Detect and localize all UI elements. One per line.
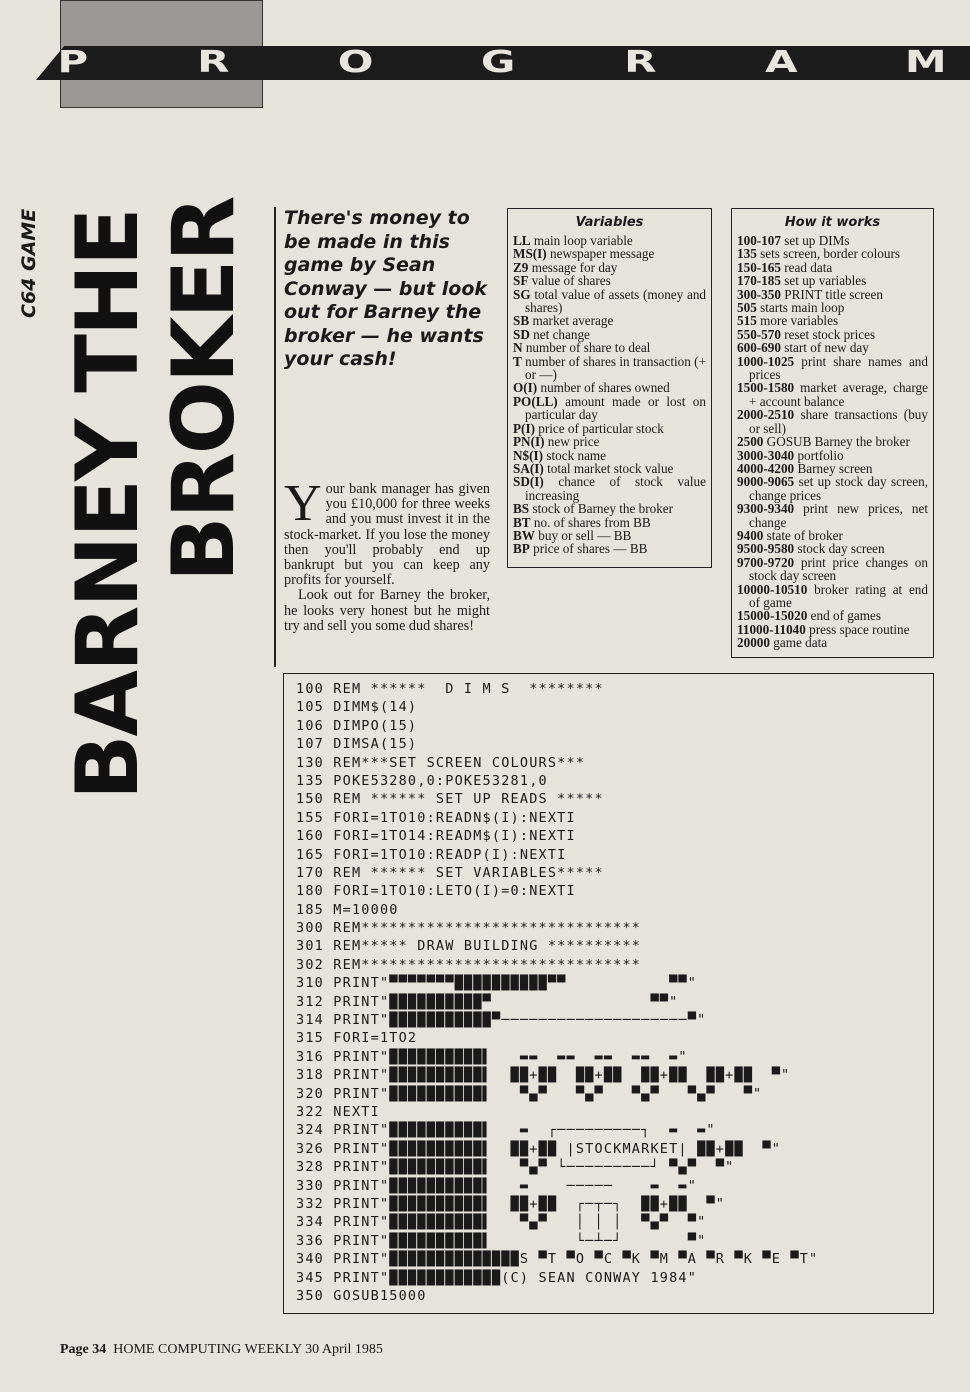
entry-value: game data <box>773 635 828 651</box>
entry-key: 9300-9340 <box>737 501 795 517</box>
entry-value: share transactions (buy or sell) <box>749 407 928 436</box>
entry-value: chance of stock value increasing <box>525 474 706 503</box>
entry-key: 2500 <box>737 434 764 450</box>
program-listing <box>283 673 934 1314</box>
title-line-1: BARNEY THE <box>58 209 158 800</box>
listing-line: 310 PRINT"▀▀▀▀▀▀▀██████████▀▀ ▀▀" <box>296 975 698 992</box>
entry-key: 9500-9580 <box>737 541 795 557</box>
entry-key: BP <box>513 541 530 557</box>
column-divider <box>274 207 276 667</box>
entry-value: price of shares — BB <box>533 541 648 557</box>
listing-line: 326 PRINT"██████████▌ ██+██ |STOCKMARKET| ██+██ ▀" <box>296 1140 782 1157</box>
entry-key: 170-185 <box>737 273 781 289</box>
how-it-works-heading: How it works <box>784 215 881 230</box>
listing-line: 165 FORI=1TO10:READP(I):NEXTI <box>296 846 567 863</box>
entry-key: 300-350 <box>737 286 781 302</box>
entry-value: number of share to deal <box>525 340 651 356</box>
listing-line: 300 REM****************************** <box>296 920 642 937</box>
entry-key: P(I) <box>513 420 535 436</box>
entry-value: start of new day <box>784 340 869 356</box>
entry-row <box>737 542 928 555</box>
banner-letters <box>57 45 949 80</box>
entry-key: 11000-11040 <box>737 621 806 637</box>
listing-line: 185 M=10000 <box>296 901 399 918</box>
entry-value: portfolio <box>797 447 844 463</box>
entry-key: 515 <box>737 313 757 329</box>
entry-key: 135 <box>737 246 757 262</box>
page-footer <box>60 1342 383 1358</box>
entry-row <box>513 422 706 435</box>
entry-key: PN(I) <box>513 434 545 450</box>
entry-row <box>513 395 706 422</box>
body-paragraph: Look out for Barney the broker, he looks very honest but he might try and sell you some dud shares! <box>284 587 490 634</box>
entry-value: more variables <box>760 313 839 329</box>
listing-line: 334 PRINT"██████████▌ ▀▄▀ │ │ │ ▀▄▀ ▀" <box>296 1214 707 1231</box>
body-paragraph: Your bank manager has given you £10,000 for three weeks and you must invest it in the stock-market. If you lose the money then you'll probably end up bankrupt but you can keep any profits for yourself. <box>284 475 490 589</box>
variables-box <box>507 208 712 568</box>
entry-key: SA(I) <box>513 460 544 476</box>
listing-line: 155 FORI=1TO10:READN$(I):NEXTI <box>296 809 576 826</box>
entry-value: set up DIMs <box>784 233 850 248</box>
entry-value: print share names and prices <box>749 353 928 383</box>
entry-key: 150-165 <box>737 259 781 275</box>
listing-line: 106 DIMPO(15) <box>296 717 418 734</box>
entry-value: set up variables <box>784 273 867 289</box>
entry-value: net change <box>533 326 590 342</box>
banner-letter: M <box>904 45 949 80</box>
entry-key: 9400 <box>737 527 764 543</box>
entry-key: 2000-2510 <box>737 407 795 423</box>
listing-line: 332 PRINT"██████████▌ ██+██ ┌─┬─┐ ██+██ ▀" <box>296 1195 726 1212</box>
entry-row <box>737 556 928 583</box>
entry-row <box>513 261 706 274</box>
listing-line: 130 REM***SET SCREEN COLOURS*** <box>296 754 586 771</box>
entry-key: SD <box>513 326 530 342</box>
banner-letter: R <box>197 45 231 80</box>
entry-value: buy or sell — BB <box>538 527 632 543</box>
entry-row <box>513 381 706 394</box>
listing-line: 100 REM ****** D I M S ******** <box>296 681 604 697</box>
listing-line: 320 PRINT"██████████▌ ▀▄▀ ▀▄▀ ▀▄▀ ▀▄▀ ▀" <box>296 1085 763 1102</box>
entry-key: T <box>513 353 522 369</box>
entry-value: number of shares in transaction (+ or —) <box>525 353 707 383</box>
entry-row <box>513 435 706 448</box>
entry-value: main loop variable <box>533 233 633 248</box>
entry-key: 4000-4200 <box>737 460 795 476</box>
entry-row <box>737 247 928 260</box>
how-it-works-list <box>737 234 928 650</box>
entry-row <box>737 261 928 274</box>
listing-line: 315 FORI=1TO2 <box>296 1030 418 1047</box>
entry-key: LL <box>513 233 531 248</box>
entry-key: 20000 <box>737 635 770 651</box>
entry-value: value of shares <box>531 273 611 289</box>
entry-value: amount made or lost on particular day <box>525 393 706 423</box>
entry-value: read data <box>784 259 833 275</box>
entry-key: MS(I) <box>513 246 547 262</box>
entry-row <box>513 462 706 475</box>
listing-line: 330 PRINT"██████████▌ ▬ ───── ▬ ▬" <box>296 1177 698 1194</box>
banner-letter: R <box>624 45 658 80</box>
listing-line: 316 PRINT"██████████▌ ▬▬ ▬▬ ▬▬ ▬▬ ▬" <box>296 1048 688 1065</box>
entry-value: no. of shares from BB <box>533 514 651 530</box>
banner-letter: O <box>337 45 375 80</box>
entry-row <box>737 408 928 435</box>
entry-key: 15000-15020 <box>737 608 808 624</box>
entry-value: sets screen, border colours <box>760 246 900 262</box>
entry-key: 1500-1580 <box>737 380 795 396</box>
listing-line: 350 GOSUB15000 <box>296 1287 427 1304</box>
entry-row <box>737 529 928 542</box>
entry-key: BT <box>513 514 531 530</box>
how-it-works-box <box>731 208 934 658</box>
entry-value: starts main loop <box>760 300 845 316</box>
entry-key: Z9 <box>513 259 529 275</box>
listing-line: 345 PRINT"████████████(C) SEAN CONWAY 1984" <box>296 1269 698 1286</box>
entry-value: reset stock prices <box>784 326 876 342</box>
entry-key: BW <box>513 527 535 543</box>
entry-value: message for day <box>531 259 618 275</box>
entry-row <box>737 609 928 622</box>
entry-row <box>513 234 706 247</box>
entry-row <box>737 435 928 448</box>
entry-value: stock name <box>546 447 607 463</box>
entry-value: number of shares owned <box>540 380 670 396</box>
entry-value: stock day screen <box>797 541 885 557</box>
entry-key: 9000-9065 <box>737 474 795 490</box>
entry-row <box>737 462 928 475</box>
entry-key: N <box>513 340 523 356</box>
entry-row <box>513 475 706 502</box>
entry-row <box>513 449 706 462</box>
entry-row <box>737 381 928 408</box>
entry-value: total market stock value <box>547 460 674 476</box>
entry-row <box>737 355 928 382</box>
publication-line: HOME COMPUTING WEEKLY 30 April 1985 <box>113 1342 383 1357</box>
listing-line: 318 PRINT"██████████▌ ██+██ ██+██ ██+██ ██+██ ▀" <box>296 1067 791 1084</box>
entry-row <box>737 583 928 610</box>
entry-key: 600-690 <box>737 340 781 356</box>
entry-value: market average, charge + account balance <box>749 380 928 409</box>
entry-row <box>513 502 706 515</box>
entry-key: 505 <box>737 300 757 316</box>
entry-key: 3000-3040 <box>737 447 795 463</box>
banner-letter: A <box>765 45 800 80</box>
variables-heading: Variables <box>575 215 644 230</box>
section-tag: C64 GAME <box>18 208 40 318</box>
entry-key: N$(I) <box>513 447 544 463</box>
banner-letter: P <box>57 45 90 80</box>
entry-value: end of games <box>810 608 881 624</box>
entry-row <box>737 234 928 247</box>
entry-key: O(I) <box>513 380 538 396</box>
listing-line: 340 PRINT"██████████████S ▀T ▀O ▀C ▀K ▀M ▀A ▀R ▀K ▀E ▀T" <box>296 1251 819 1268</box>
listing-line: 301 REM***** DRAW BUILDING ********** <box>296 938 642 955</box>
entry-key: 10000-10510 <box>737 581 808 597</box>
listing-line: 302 REM****************************** <box>296 956 642 973</box>
entry-row <box>737 475 928 502</box>
entry-row <box>513 341 706 354</box>
article-body <box>284 475 490 634</box>
entry-value: press space routine <box>809 621 910 637</box>
entry-value: newspaper message <box>550 246 655 262</box>
entry-row <box>737 502 928 529</box>
entry-row <box>737 314 928 327</box>
listing-line: 336 PRINT"██████████▌ └─┴─┘ ▀" <box>296 1232 707 1249</box>
page-number: Page 34 <box>60 1342 107 1357</box>
entry-key: 550-570 <box>737 326 781 342</box>
variables-list <box>513 234 706 556</box>
listing-line: 180 FORI=1TO10:LETO(I)=0:NEXTI <box>296 883 576 900</box>
entry-key: 1000-1025 <box>737 353 795 369</box>
entry-value: PRINT title screen <box>784 286 883 302</box>
listing-line: 105 DIMM$(14) <box>296 699 418 716</box>
entry-row <box>513 516 706 529</box>
entry-row <box>513 247 706 260</box>
listing-line: 170 REM ****** SET VARIABLES***** <box>296 864 604 881</box>
entry-row <box>737 449 928 462</box>
entry-value: print price changes on stock day screen <box>749 554 928 584</box>
entry-key: PO(LL) <box>513 393 558 409</box>
entry-key: BS <box>513 501 530 517</box>
listing-line: 107 DIMSA(15) <box>296 736 418 753</box>
entry-value: stock of Barney the broker <box>532 501 674 517</box>
banner-letter: G <box>481 45 518 80</box>
entry-value: set up stock day screen, change prices <box>749 474 928 503</box>
entry-value: total value of assets (money and shares) <box>525 286 707 316</box>
entry-row <box>737 328 928 341</box>
entry-row <box>513 274 706 287</box>
listing-line: 322 NEXTI <box>296 1103 380 1120</box>
entry-key: SB <box>513 313 530 329</box>
entry-row <box>737 301 928 314</box>
listing-line: 312 PRINT"██████████▀ ▀▀" <box>296 993 679 1010</box>
entry-value: print new prices, net change <box>749 501 928 530</box>
entry-key: SG <box>513 286 531 302</box>
entry-key: SF <box>513 273 529 289</box>
entry-value: market average <box>532 313 614 329</box>
entry-row <box>737 288 928 301</box>
entry-value: Barney screen <box>797 460 873 476</box>
entry-value: state of broker <box>766 527 843 543</box>
entry-row <box>513 314 706 327</box>
entry-row <box>737 636 928 649</box>
entry-row <box>513 355 706 382</box>
entry-key: 100-107 <box>737 233 781 248</box>
entry-value: new price <box>547 434 600 450</box>
entry-row <box>513 288 706 315</box>
entry-row <box>737 274 928 287</box>
article-title <box>60 198 252 801</box>
title-line-2: BROKER <box>154 197 254 582</box>
listing-line: 314 PRINT"███████████▀────────────────────▀" <box>296 1012 707 1029</box>
listing-line: 324 PRINT"██████████▌ ▬ ┌─────────┐ ▬ ▬" <box>296 1122 716 1139</box>
listing-line: 160 FORI=1TO14:READM$(I):NEXTI <box>296 828 576 845</box>
intro-standfirst: There's money to be made in this game by Sean Conway — but look out for Barney the broker — he wants your cash! <box>284 207 488 370</box>
entry-row <box>737 623 928 636</box>
listing-line: 150 REM ****** SET UP READS ***** <box>296 791 604 808</box>
entry-row <box>513 542 706 555</box>
entry-key: 9700-9720 <box>737 554 795 570</box>
entry-key: SD(I) <box>513 474 544 490</box>
entry-row <box>513 529 706 542</box>
listing-line: 135 POKE53280,0:POKE53281,0 <box>296 772 548 789</box>
listing-line: 328 PRINT"██████████▌ ▀▄▀ └─────────┘ ▀▄▀ ▀" <box>296 1159 735 1176</box>
entry-row <box>513 328 706 341</box>
entry-value: broker rating at end of game <box>749 581 928 610</box>
entry-row <box>737 341 928 354</box>
entry-value: price of particular stock <box>538 420 664 436</box>
entry-value: GOSUB Barney the broker <box>766 434 910 450</box>
